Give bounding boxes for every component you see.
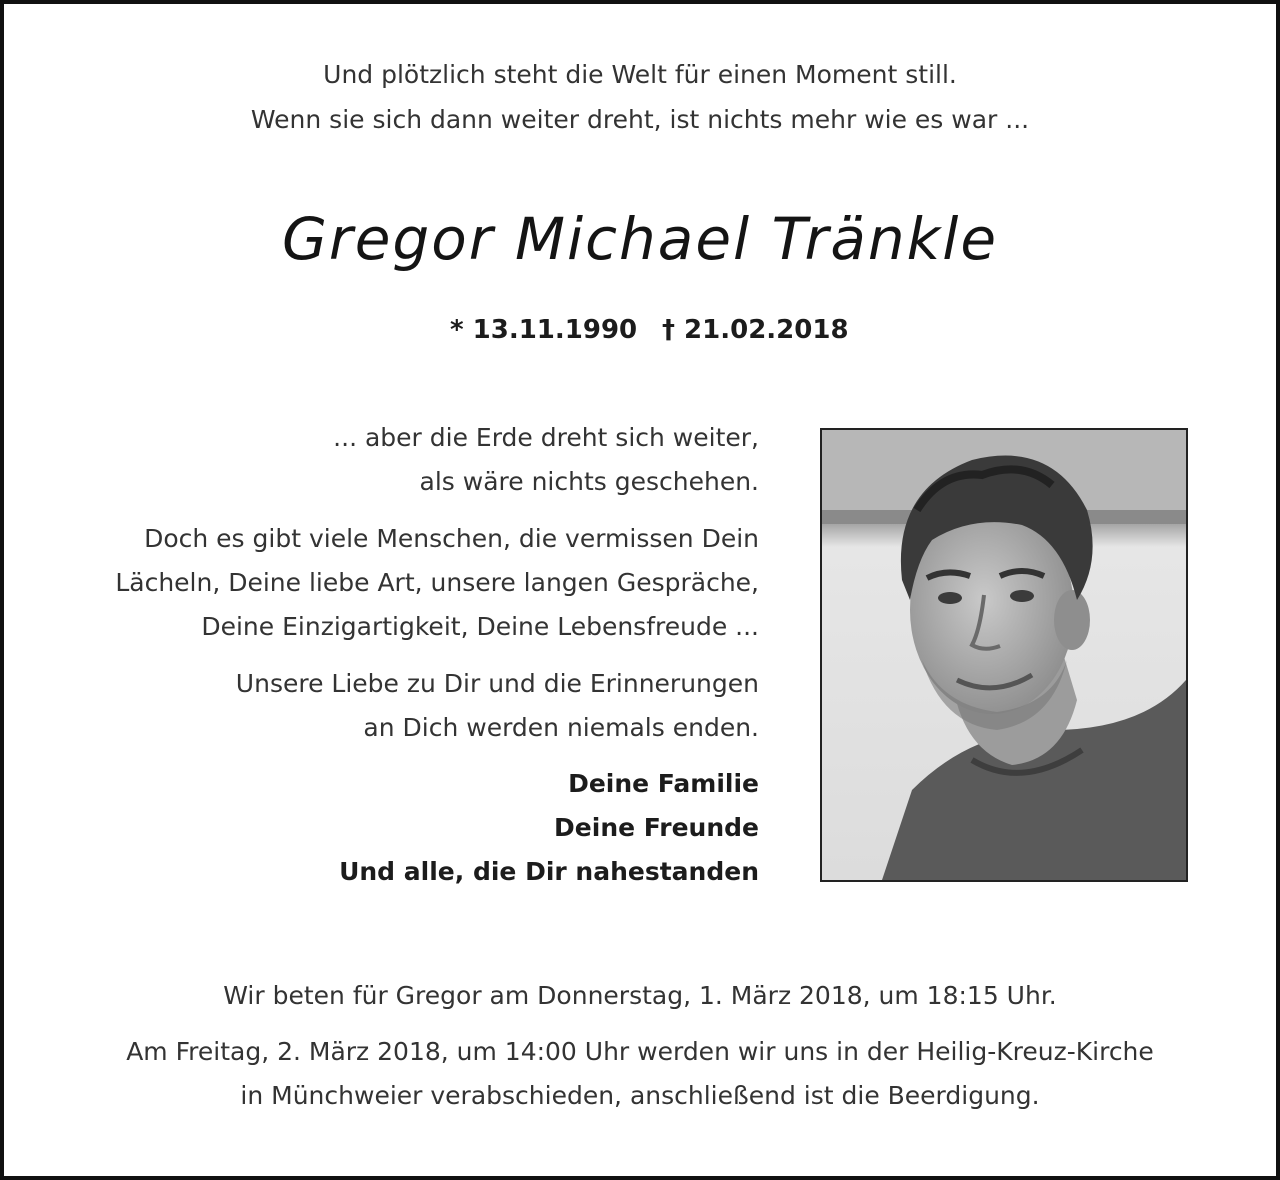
intro-line-1: Und plötzlich steht die Welt für einen Moment still. bbox=[323, 60, 957, 89]
deceased-name: Gregor Michael Tränkle bbox=[281, 205, 999, 273]
signer-friends: Deine Freunde bbox=[554, 813, 759, 842]
portrait-illustration bbox=[822, 430, 1186, 880]
intro-line-2: Wenn sie sich dann weiter dreht, ist nichts mehr wie es war ... bbox=[250, 105, 1030, 134]
funeral-info-line-1: Am Freitag, 2. März 2018, um 14:00 Uhr werden wir uns in der Heilig-Kreuz-Kirche bbox=[126, 1037, 1154, 1066]
poem-line: Lächeln, Deine liebe Art, unsere langen Gespräche, bbox=[115, 568, 759, 597]
poem-line: als wäre nichts geschehen. bbox=[419, 467, 759, 496]
birth-date: * 13.11.1990 bbox=[450, 315, 638, 345]
poem-line: ... aber die Erde dreht sich weiter, bbox=[333, 423, 759, 452]
funeral-info-line-2: in Münchweier verabschieden, anschließend ist die Beerdigung. bbox=[240, 1081, 1040, 1110]
poem-line: Doch es gibt viele Menschen, die vermissen Dein bbox=[144, 524, 759, 553]
prayer-info: Wir beten für Gregor am Donnerstag, 1. März 2018, um 18:15 Uhr. bbox=[223, 981, 1057, 1010]
poem-line: Deine Einzigartigkeit, Deine Lebensfreude ... bbox=[201, 612, 759, 641]
portrait-photo bbox=[820, 428, 1188, 882]
signer-family: Deine Familie bbox=[568, 769, 759, 798]
death-date: † 21.02.2018 bbox=[662, 315, 849, 345]
signer-others: Und alle, die Dir nahestanden bbox=[339, 857, 759, 886]
poem-line: Unsere Liebe zu Dir und die Erinnerungen bbox=[235, 669, 759, 698]
poem-line: an Dich werden niemals enden. bbox=[363, 713, 759, 742]
